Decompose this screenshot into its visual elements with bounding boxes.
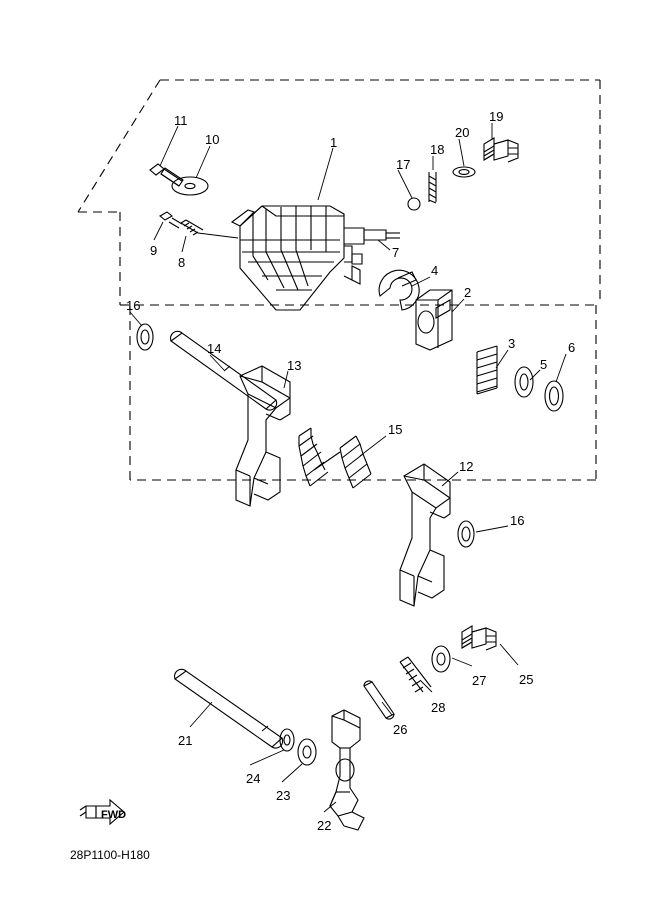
callout-7: 7 — [392, 245, 400, 260]
callout-14: 14 — [207, 341, 222, 356]
part-16-washer-right — [458, 521, 474, 547]
part-6-circlip — [545, 381, 563, 411]
part-19-bolt — [484, 138, 518, 162]
callout-19: 19 — [489, 109, 504, 124]
callout-10: 10 — [205, 132, 220, 147]
part-2-stopper — [416, 290, 452, 350]
part-4-stopper-plate — [379, 270, 419, 310]
callout-1: 1 — [330, 135, 338, 150]
part-17-ball — [408, 198, 420, 210]
callout-25: 25 — [519, 672, 534, 687]
part-13-shift-fork-left — [236, 366, 290, 506]
part-25-bolt — [462, 626, 496, 650]
part-22-shift-lever — [330, 710, 364, 830]
callout-2: 2 — [464, 285, 472, 300]
callout-6: 6 — [568, 340, 576, 355]
part-9-pin — [160, 212, 182, 228]
part-23-washer — [298, 739, 316, 765]
callout-3: 3 — [508, 336, 516, 351]
part-20-washer — [453, 167, 475, 177]
part-24-washer — [280, 729, 294, 751]
callout-12: 12 — [459, 459, 474, 474]
callout-22: 22 — [317, 818, 332, 833]
part-15-spring — [299, 428, 371, 488]
fwd-label: FWD — [101, 809, 127, 821]
callout-24: 24 — [246, 771, 261, 786]
part-27-washer — [432, 646, 450, 672]
part-16-washer-left — [137, 324, 153, 350]
callout-21: 21 — [178, 733, 193, 748]
part-3-spring — [477, 346, 497, 394]
part-1-shift-drum — [232, 206, 364, 310]
callout-26: 26 — [393, 722, 408, 737]
callout-13: 13 — [287, 358, 302, 373]
part-18-spring — [429, 172, 436, 203]
callout-20: 20 — [455, 125, 470, 140]
callout-27: 27 — [472, 673, 487, 688]
callout-8: 8 — [178, 255, 186, 270]
callout-4: 4 — [431, 263, 439, 278]
callout-18: 18 — [430, 142, 445, 157]
callout-17: 17 — [396, 157, 411, 172]
callout-9: 9 — [150, 243, 158, 258]
leader-lines — [130, 123, 566, 812]
callout-16-left: 16 — [126, 298, 141, 313]
callout-15: 15 — [388, 422, 403, 437]
part-10-plate — [172, 177, 208, 195]
callout-11: 11 — [174, 113, 188, 128]
part-5-washer — [515, 367, 533, 397]
callout-23: 23 — [276, 788, 291, 803]
part-8-link — [198, 233, 238, 238]
part-26-pin — [364, 681, 394, 719]
callout-5: 5 — [540, 357, 548, 372]
part-14-guide-bar — [170, 331, 276, 410]
callout-28: 28 — [431, 700, 446, 715]
part-11-bolt — [150, 164, 183, 186]
part-7-shaft — [364, 230, 400, 240]
dashed-assembly-boundary — [78, 80, 600, 480]
part-code: 28P1100-H180 — [70, 848, 150, 862]
callout-16-right: 16 — [510, 513, 525, 528]
